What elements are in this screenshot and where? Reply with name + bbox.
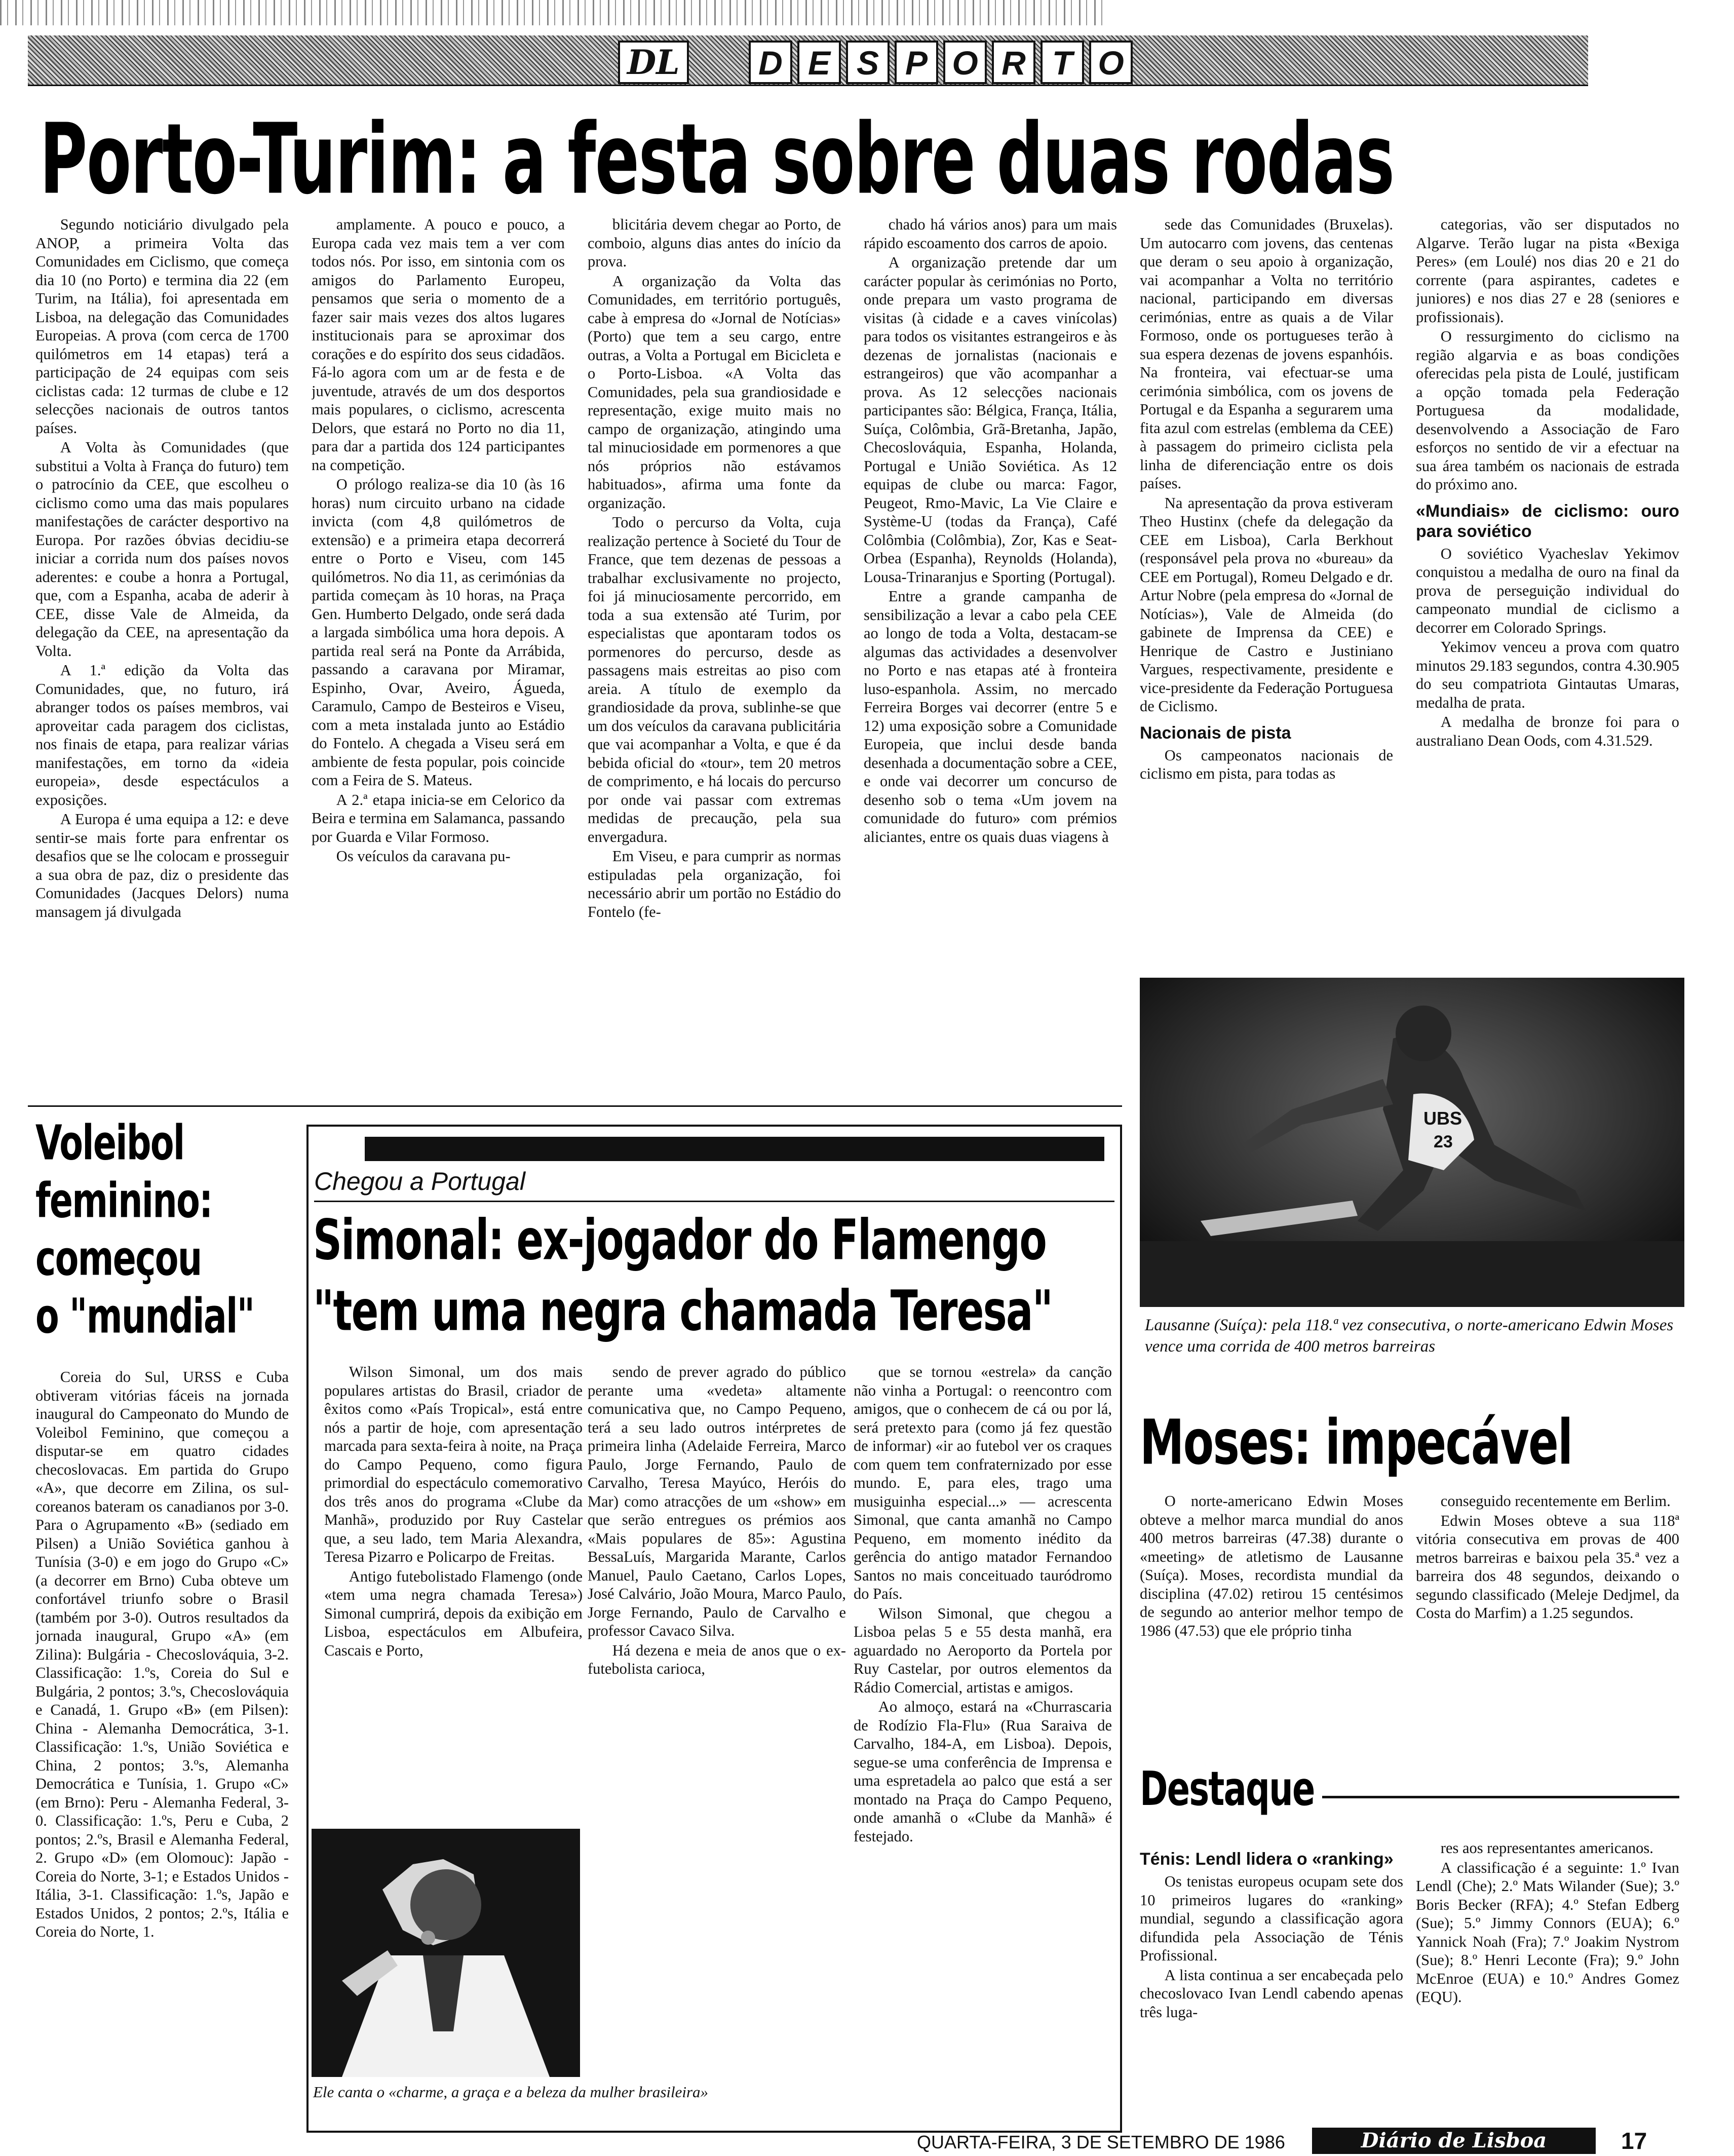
- paragraph: Wilson Simonal, que chegou a Lisboa pelas 5 e 55 desta manhã, era aguardado no Aeroporto da Portela por Ruy Castelar, por outros elementos da Rádio Comercial, artistas e amigos.: [854, 1604, 1112, 1696]
- paragraph: Wilson Simonal, um dos mais populares artistas do Brasil, criador de êxitos como «País Tropical», está entre nós a partir de hoje, com apresentação marcada para sexta-feira à noite, na Praça do Campo Pequeno, como figura primordial do espectáculo comemorativo dos três anos do programa «Clube da Manhã», produzido por Ruy Castelar que, a seu lado, tem Maria Alexandra, Teresa Pizarro e Policarpo de Freitas.: [324, 1363, 583, 1565]
- paragraph: Yekimov venceu a prova com quatro minutos 29.183 segundos, contra 4.30.905 do seu compatriota Gintautas Umaras, medalha de prata.: [1416, 638, 1679, 711]
- paragraph: Os tenistas europeus ocupam sete dos 10 primeiros lugares do «ranking» mundial, segundo a classificação agora difundida pela Associação de Ténis Profissional.: [1140, 1873, 1403, 1964]
- paragraph: A 2.ª etapa inicia-se em Celorico da Beira e termina em Salamanca, passando por Guarda e Vilar Formoso.: [312, 791, 565, 845]
- section-letter-box: T: [1041, 41, 1084, 84]
- simonal-column-1: [324, 1363, 583, 1829]
- paragraph: res aos representantes americanos.: [1440, 1839, 1653, 1857]
- paragraph: Todo o percurso da Volta, cuja realização pertence à Societé du Tour de France, que tem dezenas de pessoas a trabalhar exclusivamente no projecto, foi já minuciosamente percorrido, em toda a sua extensão até Turim, por especialistas que apontaram todos os pormenores do percurso, desde as passagens mais estreitas ao piso com areia. A título de exemplo da grandiosidade da prova, sublinhe-se que um dos veículos da caravana publicitária que vai acompanhar a Volta, e que é da bebida oficial do «tour», tem 20 metros de comprimento, e há locais do percurso por onde vai passar com extremas medidas de precaução, pela sua envergadura.: [588, 514, 841, 845]
- moses-photo-caption: Lausanne (Suíça): pela 118.ª vez consecutiva, o norte-americano Edwin Moses vence uma corrida de 400 metros barreiras: [1145, 1316, 1674, 1356]
- lead-column-6: [1416, 215, 1679, 960]
- paragraph: Entre a grande campanha de sensibilização a levar a cabo pela CEE ao longo de toda a Volta, destacam-se algumas das actividades a desenvolver no Porto e nas etapas até à fronteira luso-espanhola. Assim, no mercado Ferreira Borges vai decorrer (entre 5 e 12) uma exposição sobre a Comunidade Europeia, que inclui desde banda desenhada a documentação sobre a CEE, e onde vai decorrer um concurso de desenho sob o tema «Um jovem na comunidade do futuro» com prémios aliciantes, entre os quais duas viagens à: [864, 588, 1117, 845]
- footer-newspaper-name: Diário de Lisboa: [1361, 2129, 1547, 2152]
- voleibol-headline: Voleibol feminino: começou o "mundial": [35, 1115, 254, 1344]
- destaque-rule: [1322, 1796, 1679, 1798]
- voleibol-body: Coreia do Sul, URSS e Cuba obtiveram vitórias fáceis na jornada inaugural do Campeonato do Mundo de Voleibol Feminino, que começou a disputar-se em quatro cidades checoslovacas. Em partida do Grupo «A», que decorre em Zilina, os sul-coreanos bateram os canadianos por 3-0. Para o Agrupamento «B» (sediado em Pilsen) a União Soviética ganhou à Tunísia (3-0) e em jogo do Grupo «C» (a decorrer em Brno) Cuba obteve um confortável triunfo sobre o Brasil (também por 3-0). Outros resultados da jornada inaugural, Grupo «A» (em Zilina): Bulgária - Checoslováquia, 3-2. Classificação: 1.ºs, Coreia do Sul e Bulgária, 2 pontos; 3.ºs, Checoslováquia e Canadá, 1. Grupo «B» (em Pilsen): China - Alemanha Democrática, 3-1. Classificação: 1.ºs, União Soviética e China, 2 pontos; 3.ºs, Alemanha Democrática e Tunísia, 1. Grupo «C» (em Brno): Peru - Alemanha Federal, 3-0. Classificação: 1.ºs, Peru e Cuba, 2 pontos; 2.ºs, Brasil e Alemanha Federal, 2. Grupo «D» (em Olomouc): Japão - Coreia do Norte, 3-1; e Estados Unidos - Itália, 3-1. Classificação: 1.ºs, Japão e Estados Unidos, 2 pontos; 2.ºs, Itália e Coreia do Norte, 1.: [35, 1368, 289, 1940]
- paragraph: Edwin Moses obteve a sua 118ª vitória consecutiva em provas de 400 metros barreiras e baixou pela 35.ª vez a barreira dos 48 segundos, deixando o segundo classificado (Meleje Dedjmel, da Costa do Marfim) a 1.25 segundos.: [1416, 1512, 1679, 1622]
- paragraph: sendo de prever agrado do público perante uma «vedeta» altamente comunicativa que, no Campo Pequeno, terá a seu lado outros intérpretes de primeira linha (Adelaide Ferreira, Marco Paulo, Jorge Fernando, Paulo de Carvalho, Teresa Mayúco, Heróis do Mar) como atracções de um «show» em que serão entregues os prémios aos «Mais populares de 85»: Agustina BessaLuís, Margarida Marante, Carlos Manuel, Paulo Caetano, Carlos Lopes, José Calvário, João Moura, Marco Paulo, Jorge Fernando, Paulo de Carvalho e professor Cavaco Silva.: [588, 1363, 846, 1639]
- moses-column-1: [1140, 1492, 1403, 1750]
- paragraph: A classificação é a seguinte: 1.º Ivan Lendl (Che); 2.º Mats Wilander (Sue); 3.º Boris Becker (RFA); 4.º Stefan Edberg (Sue); 5.º Jimmy Connors (EUA); 6.º Yannick Noah (Fra); 7.º Joakim Nystrom (Sue); 8.º Henri Leconte (Fra); 9.º John McEnroe (EUA) e 10.º Andres Gomez (EQU).: [1416, 1859, 1679, 2006]
- paragraph: Há dezena e meia de anos que o ex-futebolista carioca,: [588, 1641, 846, 1677]
- mundiais-subhead: «Mundiais» de ciclismo: ouro para soviético: [1416, 501, 1679, 541]
- svg-text:23: 23: [1434, 1132, 1453, 1151]
- pista-text: Os campeonatos nacionais de ciclismo em pista, para todas as: [1140, 746, 1393, 782]
- lead-column-1: [35, 215, 289, 1099]
- paragraph: Ao almoço, estará na «Churrascaria de Rodízio Fla-Flu» (Rua Saraiva de Carvalho, 184-A, em Lisboa). Depois, segue-se uma conferência de Imprensa e uma espretadela ao palco que está a ser montado na Praça do Campo Pequeno, onde amanhã o «Clube da Manhã» é festejado.: [854, 1698, 1112, 1845]
- paragraph: sede das Comunidades (Bruxelas). Um autocarro com jovens, das centenas que deram o seu apoio à organização, vai acompanhar a Volta no território nacional, participando em diversas cerimónias, entre as quais a de Vilar Formoso, onde os portugueses terão à sua espera dezenas de jovens espanhóis. Na fronteira, vai efectuar-se uma cerimónia simbólica, com os jovens de Portugal e da Espanha a segurarem uma fita azul com estrelas (emblema da CEE) à passagem do primeiro ciclista pela linha de diferenciação entre os dois países.: [1140, 216, 1393, 492]
- section-letter-box: E: [797, 41, 841, 84]
- simonal-headline-2: "tem uma negra chamada Teresa": [313, 1279, 1053, 1344]
- paragraph: A organização da Volta das Comunidades, em território português, cabe à empresa do «Jornal de Notícias» (Porto) que tem a seu cargo, entre outras, a Volta a Portugal em Bicicleta e o Porto-Lisboa. «A Volta das Comunidades, pela sua grandiosidade e representação, exige muito mais no campo de organização, atingindo uma tal minuciosidade em pormenores a que nós próprios não estávamos habituados», afirma uma fonte da organização.: [588, 272, 841, 512]
- paragraph: Os veículos da caravana pu-: [336, 848, 511, 865]
- section-letter-box: O: [1089, 41, 1133, 84]
- footer-date: QUARTA-FEIRA, 3 DE SETEMBRO DE 1986: [917, 2132, 1285, 2152]
- paragraph: A lista continua a ser encabeçada pelo checoslovaco Ivan Lendl cabendo apenas três luga-: [1140, 1966, 1403, 2021]
- paragraph: A medalha de bronze foi para o australiano Dean Oods, com 4.31.529.: [1416, 713, 1679, 749]
- paragraph: A Europa é uma equipa a 12: e deve sentir-se mais forte para enfrentar os desafios que se lhe colocam e prosseguir a sua obra de paz, diz o presidente das Comunidades (Jacques Delors) numa mansagem já divulgada: [35, 811, 289, 920]
- paragraph: Na apresentação da prova estiveram Theo Hustinx (chefe da delegação da CEE em Lisboa), Carla Berkhout (responsável pela prova no «bureau» da CEE em Portugal), Romeu Delgado e dr. Artur Nobre (pela empresa do «Jornal de Notícias»), Vale de Almeida (do gabinete de Imprensa da CEE) e Henrique de Castro e Justiniano Vargues, respectivamente, presidente e vice-presidente da Federação Portuguesa de Ciclismo.: [1140, 494, 1393, 715]
- paragraph: Antigo futebolistado Flamengo (onde «tem uma negra chamada Teresa») Simonal cumprirá, depois da exibição em Lisboa, espectáculos em Albufeira, Cascais e Porto,: [324, 1567, 583, 1659]
- section-letter-box: P: [895, 41, 938, 84]
- simonal-headline-1: Simonal: ex-jogador do Flamengo: [313, 1208, 1046, 1273]
- simonal-column-3: [854, 1363, 1112, 2133]
- paragraph: blicitária devem chegar ao Porto, de comboio, alguns dias antes do início da prova.: [588, 216, 841, 270]
- moses-body-1: O norte-americano Edwin Moses obteve a melhor marca mundial do anos 400 metros barreiras (47.38) durante o «meeting» de atletismo de Lausanne (Suíça). Moses, recordista mundial da disciplina (47.02) retirou 15 centésimos de segundo ao anterior melhor tempo de 1986 (47.53) que ele próprio tinha: [1140, 1492, 1403, 1639]
- paragraph: A organização pretende dar um carácter popular às cerimónias no Porto, onde prepara um vasto programa de visitas (à cidade e a caves vinícolas) para todos os visitantes estrangeiros e às dezenas de jornalistas (nacionais e estrangeiros) que vão acompanhar a prova. As 12 selecções nacionais participantes são: Bélgica, França, Itália, Suíça, Colômbia, Grã-Bretanha, Japão, Checoslováquia, Espanha, Holanda, Portugal e União Soviética. As 12 equipas de clube ou marca: Fagor, Peugeot, Rmo-Mavic, La Vie Claire e Système-U (todas da França), Café Colômbia (Colômbia), Zor, Kas e Seat-Orbea (Espanha), Reynolds (Holanda), Lousa-Trinaranjus e Sporting (Portugal).: [864, 254, 1117, 586]
- pista-subhead: Nacionais de pista: [1140, 723, 1291, 743]
- moses-photo: [1140, 978, 1684, 1307]
- moses-column-2: [1416, 1492, 1679, 1745]
- page-number: 17: [1621, 2128, 1647, 2154]
- section-letter-box: S: [846, 41, 890, 84]
- paragraph: O prólogo realiza-se dia 10 (às 16 horas) num circuito urbano na cidade invicta (com 4,8 quilómetros de extensão) e a primeira etapa decorrerá entre o Porto e Viseu, com 145 quilómetros. No dia 11, as cerimónias da partida começam às 10 horas, na Praça Gen. Humberto Delgado, onde será dada a largada simbólica uma hora depois. A partida real será na Ponte da Arrábida, passando a caravana por Miramar, Espinho, Ovar, Aveiro, Águeda, Caramulo, Campo de Besteiros e Viseu, com a meta instalada junto ao Estádio do Fontelo. A chegada a Viseu será em ambiente de festa popular, pois coincide com a Feira de S. Mateus.: [312, 476, 565, 789]
- paragraph: amplamente. A pouco e pouco, a Europa cada vez mais tem a ver com todos nós. Por isso, em sintonia com os amigos do Parlamento Europeu, pensamos que seria o momento de a fazer sair mais vezes dos altos lugares institucionais para se aproximar dos corações e do espírito dos seus cidadãos. Fá-lo agora com um ar de festa e de juventude, através de um dos desportos mais populares, o ciclismo, acrescenta Delors, que estará no Porto no dia 11, para dar a partida dos 124 participantes na competição.: [312, 216, 565, 474]
- paragraph: A Volta às Comunidades (que substitui a Volta à França do futuro) tem o patrocínio da CEE, que escolheu o ciclismo como uma das mais populares manifestações de carácter desportivo na Europa. Por razões óbvias decidiu-se iniciar a corrida num dos países novos aderentes: e coube a honra a Portugal, que, com a Espanha, acaba de aderir à CEE, disse Vale de Almeida, da delegação da CEE, na apresentação da Volta.: [35, 439, 289, 660]
- lead-column-5: [1140, 215, 1393, 1011]
- simonal-kicker-rule: [314, 1201, 1114, 1202]
- simonal-kicker: Chegou a Portugal: [314, 1167, 525, 1196]
- paragraph: chado há vários anos) para um mais rápido escoamento dos carros de apoio.: [864, 216, 1117, 252]
- destaque-column-1: [1140, 1849, 1403, 2123]
- lead-column-3: [588, 215, 841, 1099]
- paragraph: Segundo noticiário divulgado pela ANOP, a primeira Volta das Comunidades em Ciclismo, que começa dia 10 (no Porto) e termina dia 22 (em Turim, na Itália), foi apresentada em Lisboa, na delegação das Comunidades Europeias. A prova (com cerca de 1700 quilómetros em 14 etapas) terá a participação de 24 equipas com seis ciclistas cada: 12 turmas de clube e 12 selecções nacionais de outros tantos países.: [35, 216, 289, 437]
- lead-column-2: [312, 215, 565, 1099]
- paragraph: categorias, vão ser disputados no Algarve. Terão lugar na pista «Bexiga Peres» (em Loulé) nos dias 20 e 21 do corrente (para aspirantes, cadetes e juniores) e nos dias 27 e 28 (seniores e profissionais).: [1416, 216, 1679, 326]
- footer-newspaper-logo: [1312, 2128, 1596, 2154]
- simonal-black-bar: [365, 1137, 1104, 1161]
- scan-noise-strip: [0, 0, 1104, 25]
- paragraph: O soviético Vyacheslav Yekimov conquistou a medalha de ouro na final da prova de perseguição individual do campeonato mundial de ciclismo a decorrer em Colorado Springs.: [1416, 545, 1679, 636]
- paragraph: conseguido recentemente em Berlim.: [1440, 1492, 1671, 1510]
- paragraph: A 1.ª edição da Volta das Comunidades, que, no futuro, irá abranger todos os países membros, vai aproveitar cada paragem dos ciclistas, nos finais de etapa, para realizar várias manifestações, em torno da «ideia europeia», desde espectáculos a exposições.: [35, 662, 289, 808]
- divider-horizontal: [28, 1105, 1122, 1107]
- destaque-column-2: [1416, 1839, 1679, 2123]
- section-letter-box: D: [749, 41, 792, 84]
- lead-headline: Porto-Turim: a festa sobre duas rodas: [40, 103, 1394, 216]
- svg-text:UBS: UBS: [1423, 1108, 1462, 1129]
- section-letter-box: O: [943, 41, 987, 84]
- destaque-title: Destaque: [1140, 1761, 1315, 1816]
- moses-headline: Moses: impecável: [1140, 1406, 1572, 1479]
- paragraph: que se tornou «estrela» da canção não vinha a Portugal: o reencontro com amigos, que o conhecem de cá ou por lá, será pretexto para (como já fez questão de informar) «ir ao futebol ver os craques com quem tem confraternizado por esse mundo. E, para eles, trago uma musiguinha especial...» — acrescenta Simonal, que canta amanhã no Campo Pequeno, em momento inédito da gerência do antigo matador Fernandoo Santos no mais conceituado tauródromo do País.: [854, 1363, 1112, 1602]
- simonal-column-2: [588, 1363, 846, 2133]
- paragraph: O ressurgimento do ciclismo na região algarvia e as boas condições oferecidas pela pista de Loulé, justificam a opção tomada pela Federação Portuguesa da modalidade, desenvolvendo a Associação de Faro esforços no sentido de vir a efectuar na sua área também os nacionais de estrada do próximo ano.: [1416, 328, 1679, 493]
- dl-logo: DL: [618, 41, 689, 84]
- voleibol-text: [35, 1368, 289, 2107]
- paragraph: Em Viseu, e para cumprir as normas estipuladas pela organização, foi necessário abrir um portão no Estádio do Fontelo (fe-: [588, 848, 841, 920]
- simonal-photo: [312, 1829, 580, 2077]
- section-letter-box: R: [992, 41, 1035, 84]
- simonal-photo-caption: Ele canta o «charme, a graça e a beleza da mulher brasileira»: [313, 2083, 709, 2101]
- tenis-subhead: Ténis: Lendl lidera o «ranking»: [1140, 1850, 1394, 1869]
- lead-column-4: [864, 215, 1117, 1099]
